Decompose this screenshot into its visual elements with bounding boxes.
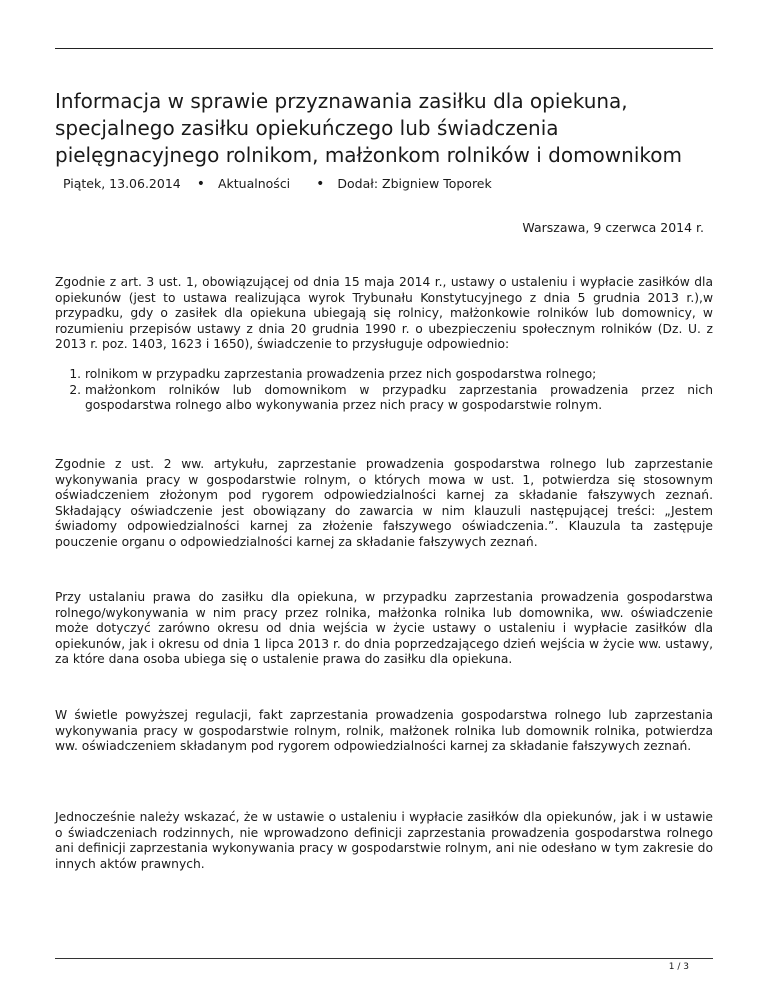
place-date: Warszawa, 9 czerwca 2014 r. xyxy=(522,220,704,235)
publish-date: Piątek, 13.06.2014 xyxy=(63,176,181,191)
paragraph-1: Zgodnie z art. 3 ust. 1, obowiązującej od dnia 15 maja 2014 r., ustawy o ustaleniu i wypłacie zasiłków dla opiekunów (jest to ustawa realizująca wyrok Trybunału Konstytucyjnego z dnia 5 grudnia 2013 r.),w przypadku, gdy o zasiłek dla opiekuna ubiegają się rolnicy, małżonkowie rolników lub domownicy, w rozumieniu przepisów ustawy z dnia 20 grudnia 1990 r. o ubezpieczeniu społecznym rolników (Dz. U. z 2013 r. poz. 1403, 1623 i 1650), świadczenie to przysługuje odpowiednio: xyxy=(55,275,713,352)
entitlement-list xyxy=(55,367,713,414)
meta-separator: • xyxy=(196,176,205,192)
article-meta xyxy=(63,176,492,192)
page-title: Informacja w sprawie przyznawania zasiłku dla opiekuna, specjalnego zasiłku opiekuńczego lub świadczenia pielęgnacyjnego rolnikom, małżonkom rolników i domownikom xyxy=(55,89,682,167)
list-item: 2. małżonkom rolników lub domownikom w przypadku zaprzestania prowadzenia przez nich gospodarstwa rolnego albo wykonywania przez nich pracy w gospodarstwie rolnym. xyxy=(85,383,713,414)
author-label: Dodał: Zbigniew Toporek xyxy=(337,176,492,191)
list-item: 1. rolnikom w przypadku zaprzestania prowadzenia przez nich gospodarstwa rolnego; xyxy=(85,367,713,383)
paragraph-2: Zgodnie z ust. 2 ww. artykułu, zaprzestanie prowadzenia gospodarstwa rolnego lub zaprzestanie wykonywania pracy w gospodarstwie rolnym, o których mowa w ust. 1, potwierdza się stosownym oświadczeniem złożonym pod rygorem odpowiedzialności karnej za składanie fałszywych zeznań. Składający oświadczenie jest obowiązany do zawarcia w nim klauzuli następującej treści: „Jestem świadomy odpowiedzialności karnej za złożenie fałszywego oświadczenia.”. Klauzula ta zastępuje pouczenie organu o odpowiedzialności karnej za składanie fałszywych zeznań. xyxy=(55,457,713,549)
paragraph-4: W świetle powyższej regulacji, fakt zaprzestania prowadzenia gospodarstwa rolnego lub zaprzestania wykonywania pracy w gospodarstwie rolnym, rolnik, małżonek rolnika lub domownik rolnika, potwierdza ww. oświadczeniem składanym pod rygorem odpowiedzialności karnej za składanie fałszywych zeznań. xyxy=(55,708,713,754)
paragraph-5: Jednocześnie należy wskazać, że w ustawie o ustaleniu i wypłacie zasiłków dla opiekunów, jak i w ustawie o świadczeniach rodzinnych, nie wprowadzono definicji zaprzestania prowadzenia gospodarstwa rolnego ani definicji zaprzestania wykonywania pracy w gospodarstwie rolnym, ani nie odesłano w tym zakresie do innych aktów prawnych. xyxy=(55,810,713,871)
meta-separator: • xyxy=(316,176,325,192)
category-link[interactable]: Aktualności xyxy=(217,176,291,191)
page-indicator: 1 / 3 xyxy=(668,962,689,972)
footer-rule xyxy=(55,958,713,959)
paragraph-3: Przy ustalaniu prawa do zasiłku dla opiekuna, w przypadku zaprzestania prowadzenia gospodarstwa rolnego/wykonywania w nim pracy przez rolnika, małżonka rolnika lub domownika, ww. oświadczenie może dotyczyć zarówno okresu od dnia wejścia w życie ustawy o ustaleniu i wypłacie zasiłków dla opiekunów, jak i okresu od dnia 1 lipca 2013 r. do dnia poprzedzającego dzień wejścia w życie ww. ustawy, za które dana osoba ubiega się o ustalenie prawa do zasiłku dla opiekuna. xyxy=(55,590,713,667)
top-rule xyxy=(55,48,713,49)
